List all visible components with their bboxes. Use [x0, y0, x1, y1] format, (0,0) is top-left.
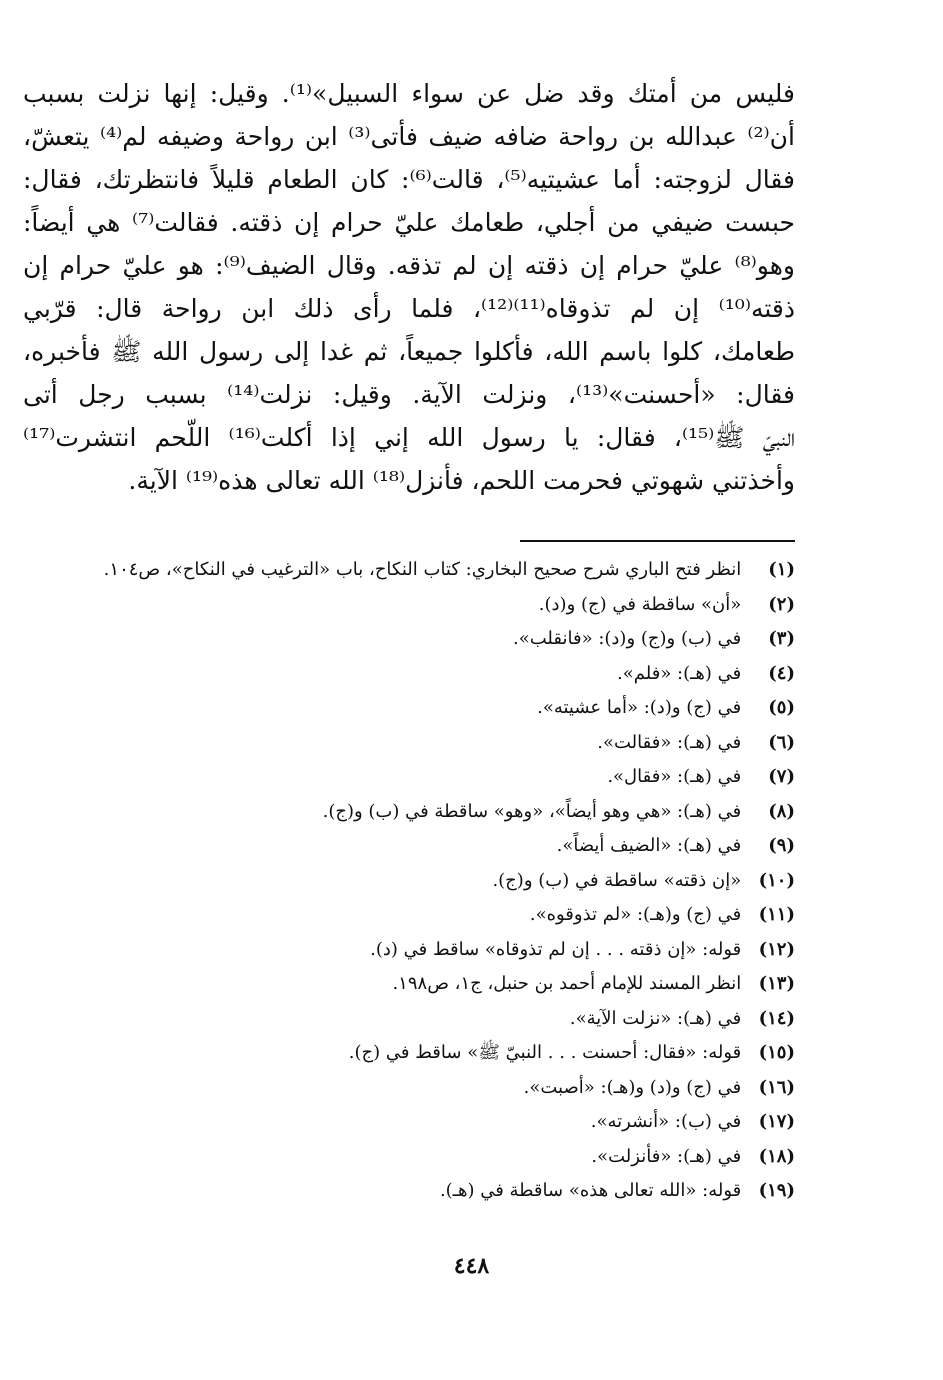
body-line: ذقته⁽¹⁰⁾ إن لم تذوقاه⁽¹¹⁾⁽¹²⁾، فلما رأى ذلك ابن رواحة قال: قرّبي: [23, 294, 795, 323]
footnote-number: (١٧): [758, 1111, 795, 1132]
footnote-text: في (ج) و(د): «أما عشيته».: [537, 697, 742, 718]
footnote-separator: [520, 540, 795, 542]
footnote-number: (١٤): [758, 1007, 795, 1029]
footnote-item: [23, 933, 795, 968]
footnote-item: [23, 588, 795, 623]
footnote-number: (١٥): [758, 1042, 795, 1063]
footnote-item: [23, 726, 795, 761]
footnote-item: [23, 1140, 795, 1175]
footnote-item: [23, 1036, 795, 1071]
footnote-number: (٧): [768, 766, 795, 787]
footnote-number: (١٦): [758, 1076, 795, 1098]
footnote-item: [23, 691, 795, 726]
footnote-item: [23, 829, 795, 864]
page-number: ٤٤٨: [453, 1253, 490, 1279]
footnote-text: في (ب): «أنشرته».: [590, 1111, 742, 1132]
footnote-item: [23, 760, 795, 795]
body-line: فقال لزوجته: أما عشيتيه⁽⁵⁾، قالت⁽⁶⁾: كان الطعام قليلاً فانتظرتك، فقال:: [23, 165, 795, 194]
footnote-text: انظر المسند للإمام أحمد بن حنبل، ج١، ص١٩٨.: [392, 973, 742, 994]
body-line: حبست ضيفي من أجلي، طعامك عليّ حرام إن ذقته. فقالت⁽⁷⁾ هي أيضاً:: [23, 208, 795, 237]
footnote-item: [23, 967, 795, 1002]
footnote-text: في (هـ): «هي وهو أيضاً»، «وهو» ساقطة في (ب) و(ج).: [322, 800, 742, 822]
footnote-text: في (ج) و(د) و(هـ): «أصبت».: [523, 1076, 742, 1098]
footnote-text: في (هـ): «فقال».: [607, 766, 742, 787]
footnote-number: (٥): [768, 697, 795, 718]
footnote-number: (١١): [758, 904, 795, 925]
main-text-block: [23, 72, 795, 502]
footnote-number: (١٠): [758, 869, 795, 891]
footnote-item: [23, 795, 795, 830]
footnote-item: [23, 553, 795, 588]
footnote-text: «أن» ساقطة في (ج) و(د).: [538, 593, 742, 615]
footnote-number: (١٢): [758, 938, 795, 960]
footnote-item: [23, 657, 795, 692]
body-line: طعامك، كلوا باسم الله، فأكلوا جميعاً، ثم غدا إلى رسول الله ﷺ فأخبره،: [23, 337, 795, 366]
footnote-number: (١٩): [758, 1180, 795, 1201]
footnote-number: (٣): [768, 628, 795, 649]
footnote-number: (١٨): [758, 1145, 795, 1167]
body-line: وأخذتني شهوتي فحرمت اللحم، فأنزل⁽¹⁸⁾ الله تعالى هذه⁽¹⁹⁾ الآية.: [128, 466, 795, 495]
footnote-number: (١): [768, 559, 795, 580]
footnote-text: في (هـ): «فأنزلت».: [591, 1145, 742, 1167]
footnote-text: في (هـ): «فقالت».: [597, 731, 742, 753]
footnote-text: في (ج) و(هـ): «لم تذوقوه».: [529, 904, 742, 925]
footnote-item: [23, 1002, 795, 1037]
footnote-number: (١٣): [758, 973, 795, 994]
footnote-item: [23, 898, 795, 933]
footnote-number: (٢): [768, 593, 795, 615]
footnote-item: [23, 1105, 795, 1140]
footnote-text: في (هـ): «فلم».: [617, 662, 742, 684]
footnote-text: قوله: «فقال: أحسنت . . . النبيّ ﷺ» ساقط في (ج).: [348, 1042, 742, 1063]
footnote-text: انظر فتح الباري شرح صحيح البخاري: كتاب النكاح، باب «الترغيب في النكاح»، ص١٠٤.: [103, 559, 742, 580]
footnote-text: في (ب) و(ج) و(د): «فانقلب».: [513, 628, 742, 649]
footnote-text: «إن ذقته» ساقطة في (ب) و(ج).: [492, 869, 742, 891]
footnote-number: (٦): [768, 731, 795, 753]
footnote-number: (٨): [768, 800, 795, 822]
footnote-text: قوله: «الله تعالى هذه» ساقطة في (هـ).: [439, 1180, 742, 1201]
footnote-text: في (هـ): «نزلت الآية».: [569, 1007, 742, 1029]
footnote-item: [23, 864, 795, 899]
footnote-text: قوله: «إن ذقته . . . إن لم تذوقاه» ساقط في (د).: [370, 938, 742, 960]
footnote-number: (٩): [768, 835, 795, 856]
footnotes-list: [23, 553, 795, 1209]
footnote-item: [23, 1174, 795, 1209]
footnote-number: (٤): [768, 662, 795, 684]
body-line: النبيّ ﷺ⁽¹⁵⁾، فقال: يا رسول الله إني إذا أكلت⁽¹⁶⁾ اللّحم انتشرت⁽¹⁷⁾: [23, 423, 795, 452]
body-line: فليس من أمتك وقد ضل عن سواء السبيل»⁽¹⁾. وقيل: إنها نزلت بسبب: [23, 79, 795, 108]
footnote-item: [23, 622, 795, 657]
footnote-item: [23, 1071, 795, 1106]
body-line: أن⁽²⁾ عبدالله بن رواحة ضافه ضيف فأتى⁽³⁾ ابن رواحة وضيفه لم⁽⁴⁾ يتعشّ،: [23, 122, 795, 151]
footnote-text: في (هـ): «الضيف أيضاً».: [556, 835, 742, 856]
body-line: وهو⁽⁸⁾ عليّ حرام إن ذقته إن لم تذقه. وقال الضيف⁽⁹⁾: هو عليّ حرام إن: [23, 251, 795, 280]
body-line: فقال: «أحسنت»⁽¹³⁾، ونزلت الآية. وقيل: نزلت⁽¹⁴⁾ بسبب رجل أتى: [23, 380, 795, 409]
